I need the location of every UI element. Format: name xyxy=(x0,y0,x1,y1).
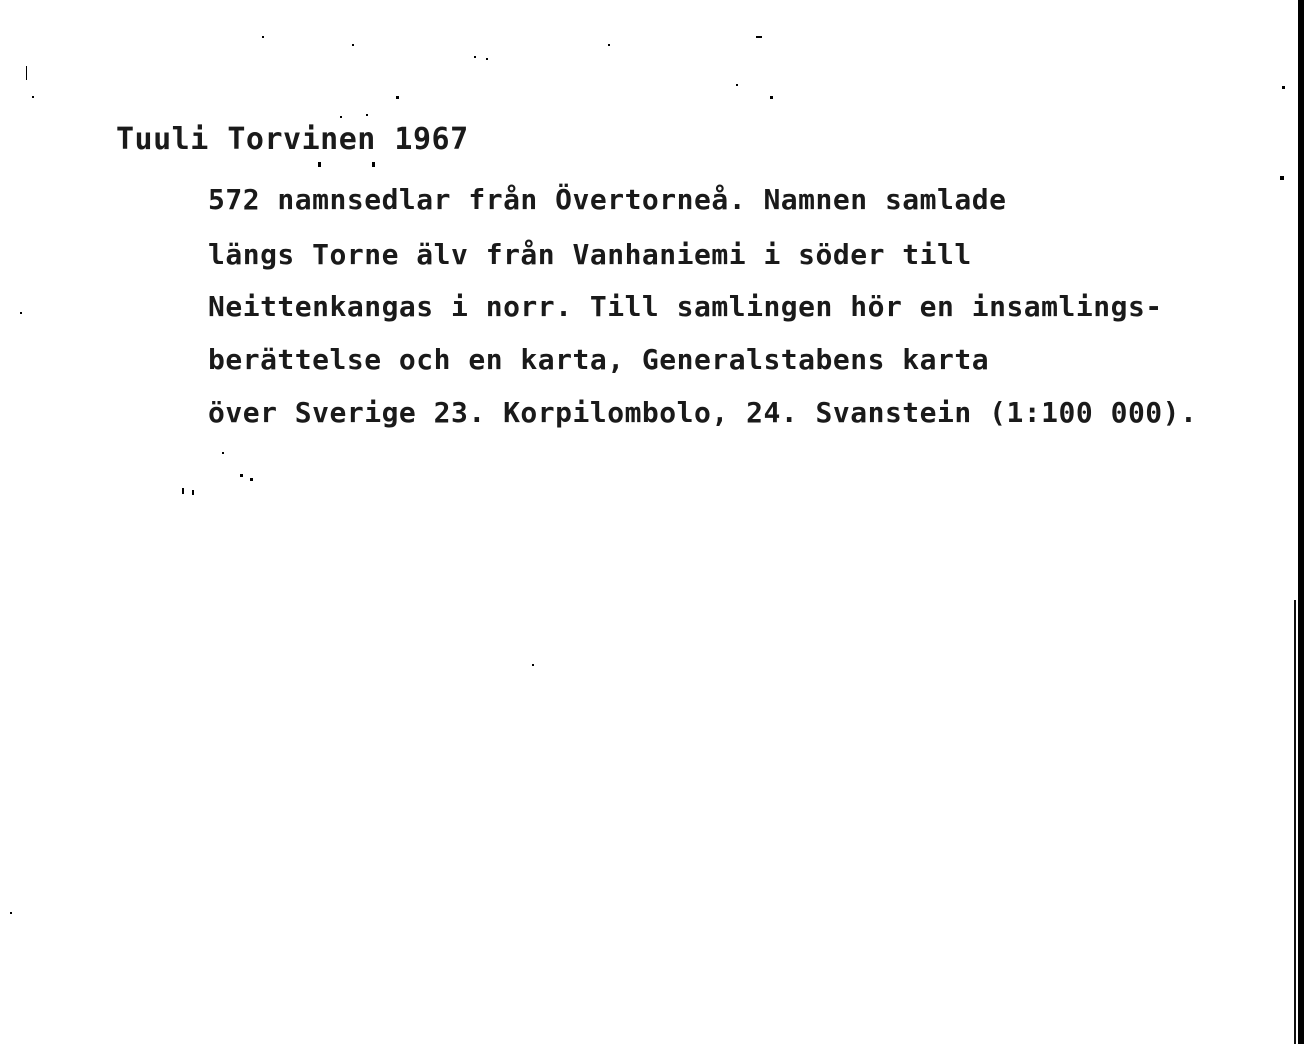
scan-speck xyxy=(396,96,399,99)
body-line-4: berättelse och en karta, Generalstabens karta xyxy=(208,343,990,376)
body-line-3: Neittenkangas i norr. Till samlingen hör en insamlings- xyxy=(208,290,1163,323)
scan-speck xyxy=(756,36,762,38)
scan-speck xyxy=(262,36,264,38)
scan-speck xyxy=(736,84,738,86)
body-line-2: längs Torne älv från Vanhaniemi i söder till xyxy=(208,238,972,271)
scan-speck xyxy=(192,490,194,495)
scan-speck xyxy=(486,58,488,60)
scan-speck xyxy=(20,312,22,314)
scan-speck xyxy=(32,96,34,98)
scan-speck xyxy=(10,912,12,914)
scan-speck xyxy=(366,114,368,116)
scan-speck xyxy=(770,96,773,99)
scan-edge xyxy=(1298,0,1304,1044)
scan-speck xyxy=(318,162,321,167)
body-line-1: 572 namnsedlar från Övertorneå. Namnen samlade xyxy=(208,183,1007,216)
scan-speck xyxy=(608,44,610,46)
scan-edge-inner xyxy=(1294,600,1296,1044)
scan-speck xyxy=(222,452,224,454)
body-line-5: över Sverige 23. Korpilombolo, 24. Svanstein (1:100 000). xyxy=(208,396,1198,429)
scan-speck xyxy=(352,44,354,46)
scan-speck xyxy=(372,162,375,167)
scan-speck xyxy=(182,488,184,494)
scan-speck xyxy=(240,474,243,477)
scan-speck xyxy=(340,116,342,118)
scan-speck xyxy=(1282,86,1285,89)
scan-speck xyxy=(532,664,534,666)
scan-speck xyxy=(250,478,253,481)
scan-speck xyxy=(26,66,27,80)
scan-speck xyxy=(474,56,476,58)
card-header: Tuuli Torvinen 1967 xyxy=(116,122,469,157)
scan-speck xyxy=(1280,176,1284,180)
